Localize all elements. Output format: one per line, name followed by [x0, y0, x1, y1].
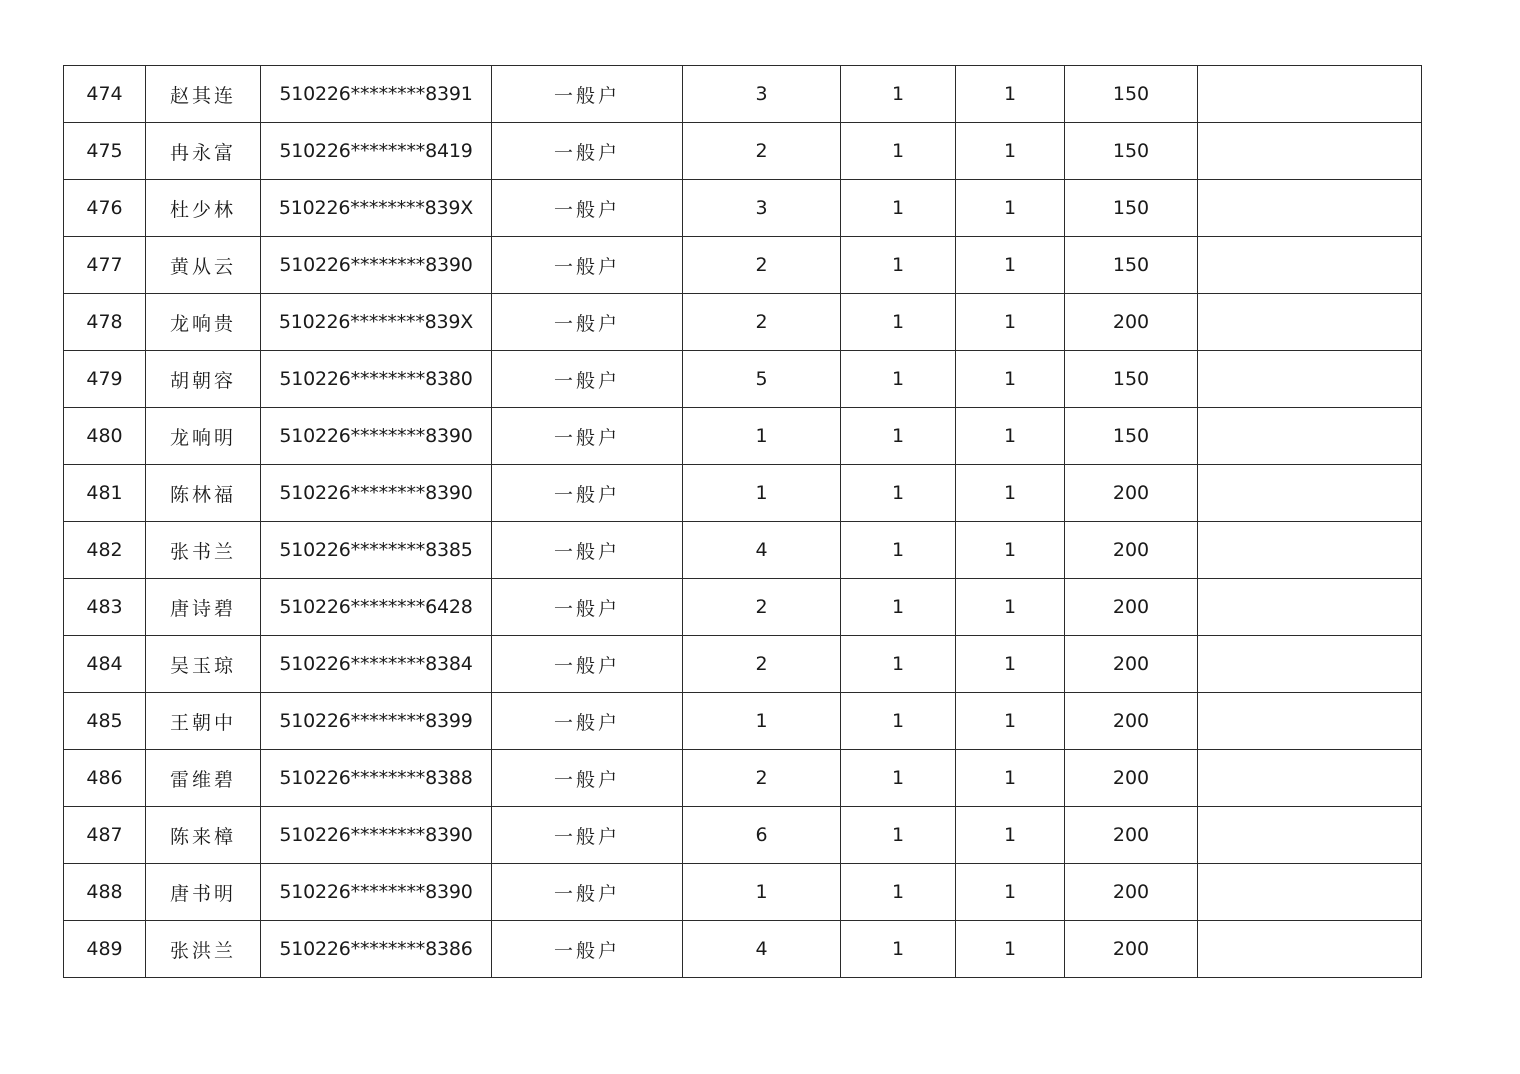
cell-name: 王朝中 — [146, 693, 261, 750]
cell-name: 龙响贵 — [146, 294, 261, 351]
table-row — [64, 807, 1422, 864]
cell-serial-number: 475 — [64, 123, 146, 180]
table-row — [64, 693, 1422, 750]
cell-amount: 150 — [1065, 237, 1198, 294]
cell-serial-number: 484 — [64, 636, 146, 693]
cell-name: 黄从云 — [146, 237, 261, 294]
cell-col6: 1 — [841, 123, 956, 180]
cell-note — [1198, 408, 1422, 465]
cell-note — [1198, 66, 1422, 123]
cell-id-card: 510226********8388 — [261, 750, 492, 807]
cell-id-card: 510226********839X — [261, 180, 492, 237]
cell-amount: 200 — [1065, 807, 1198, 864]
cell-note — [1198, 921, 1422, 978]
cell-name: 陈来樟 — [146, 807, 261, 864]
cell-name: 张洪兰 — [146, 921, 261, 978]
cell-note — [1198, 579, 1422, 636]
cell-col7: 1 — [956, 123, 1065, 180]
cell-members: 1 — [683, 864, 841, 921]
cell-household-type: 一般户 — [492, 408, 683, 465]
table-row — [64, 180, 1422, 237]
cell-amount: 200 — [1065, 522, 1198, 579]
cell-amount: 200 — [1065, 750, 1198, 807]
cell-col7: 1 — [956, 180, 1065, 237]
cell-id-card: 510226********8390 — [261, 408, 492, 465]
table-row — [64, 294, 1422, 351]
cell-note — [1198, 693, 1422, 750]
cell-serial-number: 476 — [64, 180, 146, 237]
cell-members: 6 — [683, 807, 841, 864]
table-row — [64, 579, 1422, 636]
cell-col7: 1 — [956, 693, 1065, 750]
cell-serial-number: 485 — [64, 693, 146, 750]
cell-household-type: 一般户 — [492, 921, 683, 978]
cell-col6: 1 — [841, 522, 956, 579]
cell-note — [1198, 351, 1422, 408]
cell-serial-number: 480 — [64, 408, 146, 465]
cell-serial-number: 479 — [64, 351, 146, 408]
cell-col6: 1 — [841, 66, 956, 123]
cell-amount: 150 — [1065, 123, 1198, 180]
cell-col7: 1 — [956, 636, 1065, 693]
cell-household-type: 一般户 — [492, 522, 683, 579]
cell-id-card: 510226********839X — [261, 294, 492, 351]
cell-col7: 1 — [956, 237, 1065, 294]
cell-name: 吴玉琼 — [146, 636, 261, 693]
cell-members: 2 — [683, 636, 841, 693]
table-row — [64, 921, 1422, 978]
table-row — [64, 408, 1422, 465]
cell-household-type: 一般户 — [492, 579, 683, 636]
cell-name: 张书兰 — [146, 522, 261, 579]
cell-members: 1 — [683, 465, 841, 522]
cell-household-type: 一般户 — [492, 636, 683, 693]
cell-members: 1 — [683, 408, 841, 465]
table-row — [64, 522, 1422, 579]
cell-members: 3 — [683, 180, 841, 237]
cell-col6: 1 — [841, 237, 956, 294]
cell-members: 5 — [683, 351, 841, 408]
cell-col6: 1 — [841, 351, 956, 408]
cell-col6: 1 — [841, 579, 956, 636]
cell-id-card: 510226********8390 — [261, 864, 492, 921]
household-table — [63, 65, 1422, 978]
cell-members: 3 — [683, 66, 841, 123]
cell-col6: 1 — [841, 294, 956, 351]
cell-col6: 1 — [841, 750, 956, 807]
cell-col7: 1 — [956, 579, 1065, 636]
cell-id-card: 510226********8386 — [261, 921, 492, 978]
cell-id-card: 510226********8390 — [261, 465, 492, 522]
cell-note — [1198, 864, 1422, 921]
cell-id-card: 510226********8390 — [261, 807, 492, 864]
cell-amount: 200 — [1065, 864, 1198, 921]
cell-serial-number: 474 — [64, 66, 146, 123]
cell-id-card: 510226********8419 — [261, 123, 492, 180]
cell-name: 赵其连 — [146, 66, 261, 123]
cell-household-type: 一般户 — [492, 864, 683, 921]
cell-col6: 1 — [841, 180, 956, 237]
cell-amount: 150 — [1065, 351, 1198, 408]
cell-col6: 1 — [841, 465, 956, 522]
table-row — [64, 465, 1422, 522]
cell-name: 龙响明 — [146, 408, 261, 465]
cell-col7: 1 — [956, 864, 1065, 921]
cell-id-card: 510226********8385 — [261, 522, 492, 579]
cell-col7: 1 — [956, 294, 1065, 351]
cell-serial-number: 482 — [64, 522, 146, 579]
cell-serial-number: 481 — [64, 465, 146, 522]
cell-note — [1198, 180, 1422, 237]
table-row — [64, 237, 1422, 294]
cell-col7: 1 — [956, 750, 1065, 807]
cell-note — [1198, 237, 1422, 294]
cell-note — [1198, 522, 1422, 579]
cell-name: 陈林福 — [146, 465, 261, 522]
cell-note — [1198, 750, 1422, 807]
cell-id-card: 510226********8380 — [261, 351, 492, 408]
cell-col6: 1 — [841, 693, 956, 750]
cell-serial-number: 486 — [64, 750, 146, 807]
cell-members: 2 — [683, 237, 841, 294]
cell-amount: 200 — [1065, 465, 1198, 522]
cell-household-type: 一般户 — [492, 351, 683, 408]
cell-id-card: 510226********8399 — [261, 693, 492, 750]
table-row — [64, 864, 1422, 921]
cell-members: 4 — [683, 921, 841, 978]
cell-note — [1198, 465, 1422, 522]
cell-serial-number: 483 — [64, 579, 146, 636]
cell-col7: 1 — [956, 807, 1065, 864]
cell-household-type: 一般户 — [492, 807, 683, 864]
cell-serial-number: 489 — [64, 921, 146, 978]
cell-household-type: 一般户 — [492, 465, 683, 522]
cell-members: 2 — [683, 294, 841, 351]
cell-amount: 200 — [1065, 294, 1198, 351]
cell-name: 冉永富 — [146, 123, 261, 180]
cell-col7: 1 — [956, 66, 1065, 123]
cell-name: 雷维碧 — [146, 750, 261, 807]
cell-members: 1 — [683, 693, 841, 750]
cell-serial-number: 478 — [64, 294, 146, 351]
cell-members: 2 — [683, 579, 841, 636]
cell-col7: 1 — [956, 465, 1065, 522]
cell-note — [1198, 294, 1422, 351]
cell-members: 4 — [683, 522, 841, 579]
cell-household-type: 一般户 — [492, 294, 683, 351]
table-row — [64, 66, 1422, 123]
cell-col7: 1 — [956, 522, 1065, 579]
cell-household-type: 一般户 — [492, 750, 683, 807]
cell-amount: 150 — [1065, 180, 1198, 237]
cell-note — [1198, 807, 1422, 864]
cell-members: 2 — [683, 750, 841, 807]
cell-amount: 150 — [1065, 66, 1198, 123]
table-row — [64, 351, 1422, 408]
cell-household-type: 一般户 — [492, 180, 683, 237]
cell-amount: 200 — [1065, 921, 1198, 978]
cell-id-card: 510226********8391 — [261, 66, 492, 123]
cell-household-type: 一般户 — [492, 237, 683, 294]
cell-name: 唐书明 — [146, 864, 261, 921]
cell-serial-number: 477 — [64, 237, 146, 294]
cell-name: 唐诗碧 — [146, 579, 261, 636]
cell-household-type: 一般户 — [492, 123, 683, 180]
cell-id-card: 510226********6428 — [261, 579, 492, 636]
cell-id-card: 510226********8384 — [261, 636, 492, 693]
table-row — [64, 636, 1422, 693]
cell-name: 杜少林 — [146, 180, 261, 237]
cell-amount: 200 — [1065, 636, 1198, 693]
cell-col7: 1 — [956, 408, 1065, 465]
cell-name: 胡朝容 — [146, 351, 261, 408]
table-row — [64, 750, 1422, 807]
cell-amount: 200 — [1065, 579, 1198, 636]
cell-members: 2 — [683, 123, 841, 180]
cell-household-type: 一般户 — [492, 66, 683, 123]
cell-amount: 150 — [1065, 408, 1198, 465]
table-body — [64, 66, 1422, 978]
table-row — [64, 123, 1422, 180]
cell-note — [1198, 123, 1422, 180]
cell-col6: 1 — [841, 636, 956, 693]
cell-col7: 1 — [956, 351, 1065, 408]
cell-note — [1198, 636, 1422, 693]
cell-serial-number: 487 — [64, 807, 146, 864]
cell-col6: 1 — [841, 864, 956, 921]
cell-amount: 200 — [1065, 693, 1198, 750]
cell-col7: 1 — [956, 921, 1065, 978]
cell-col6: 1 — [841, 921, 956, 978]
cell-id-card: 510226********8390 — [261, 237, 492, 294]
cell-serial-number: 488 — [64, 864, 146, 921]
cell-household-type: 一般户 — [492, 693, 683, 750]
cell-col6: 1 — [841, 807, 956, 864]
cell-col6: 1 — [841, 408, 956, 465]
